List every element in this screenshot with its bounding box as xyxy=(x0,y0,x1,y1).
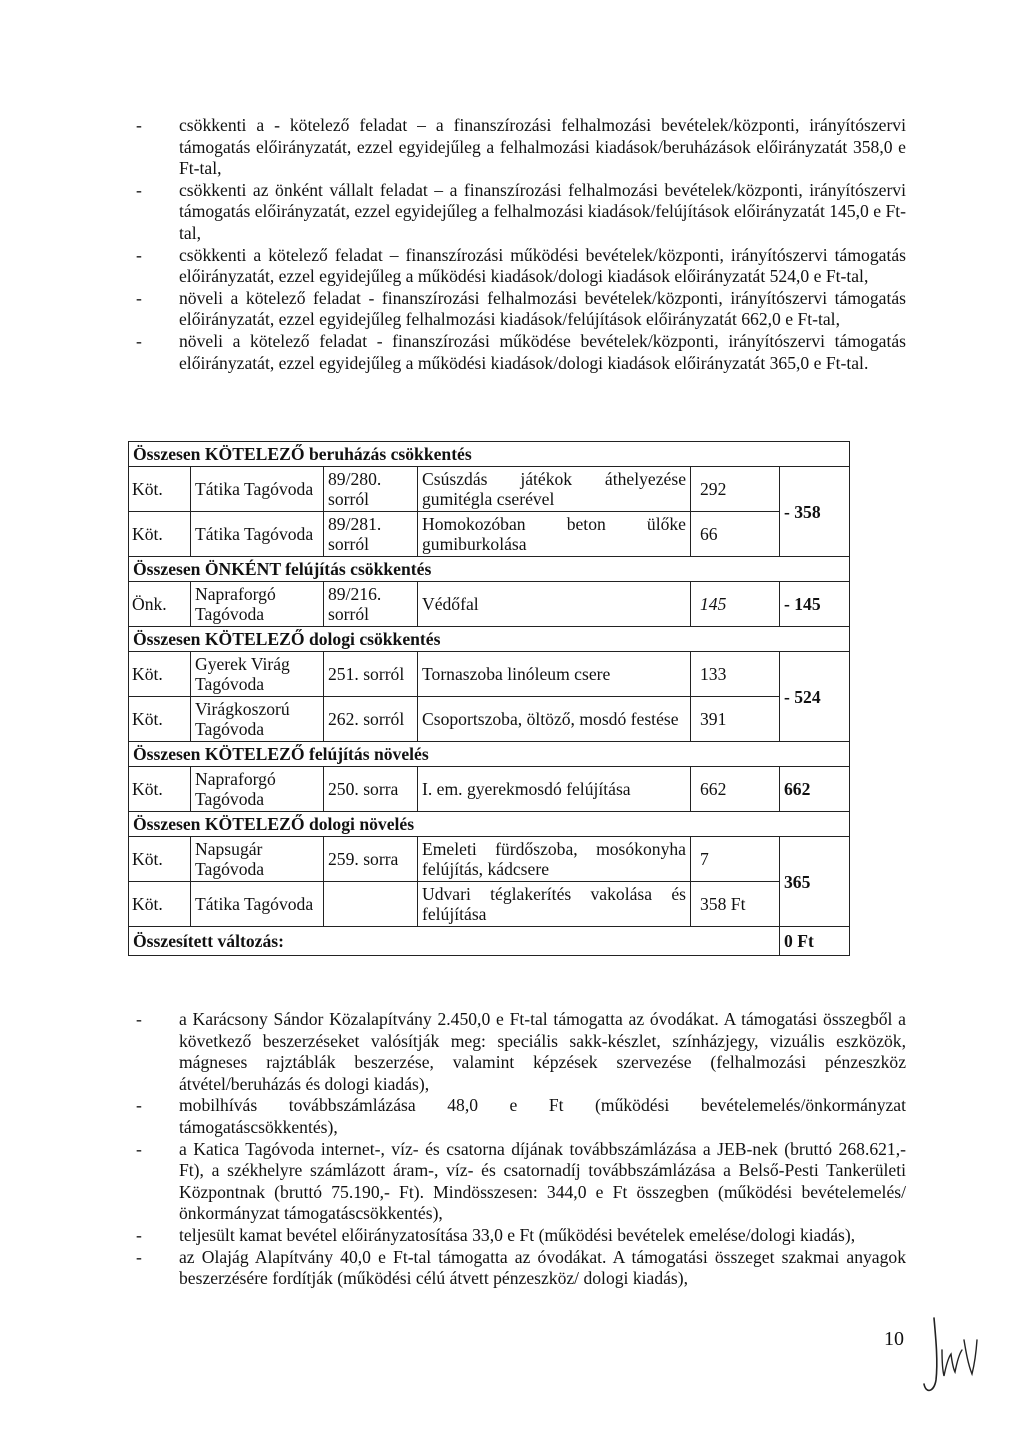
list-item: - az Olajág Alapítvány 40,0 e Ft-tal támogatta az óvodákat. A támogatási összeget szakmai anyagok beszerzésére fordítják (működési célú átvett pénzeszköz/ dologi kiadás), xyxy=(136,1246,906,1289)
unit-cell: Tátika Tagóvoda xyxy=(191,467,324,512)
value-cell: 358 Ft xyxy=(691,882,780,927)
unit-cell: Tátika Tagóvoda xyxy=(191,882,324,927)
bottom-change-list xyxy=(136,1009,906,1290)
table-row xyxy=(129,512,850,557)
table-row xyxy=(129,882,850,927)
ref-cell: 250. sorra xyxy=(324,767,418,812)
list-item: - a Katica Tagóvoda internet-, víz- és csatorna díjának továbbszámlázása a JEB-nek (bruttó 268.621,- Ft), a székhelyre számlázott áram-, víz- és csatornadíj továbbszámlázása a Belső-Pesti Tankerületi Központnak (bruttó 75.190,- Ft). Mindösszesen: 344,0 e Ft összegben (működési bevételemelés/önkormányzat támogatáscsökkentés), xyxy=(136,1138,906,1224)
type-cell: Köt. xyxy=(129,652,191,697)
ref-cell: 259. sorra xyxy=(324,837,418,882)
list-item: - csökkenti a kötelező feladat – finanszírozási működési bevételek/központi, irányítószervi támogatás előirányzatát, ezzel egyidejűleg a működési kiadások/dologi kiadások előirányzatát 524,0 e Ft-tal, xyxy=(136,244,906,287)
type-cell: Köt. xyxy=(129,467,191,512)
list-item: - mobilhívás továbbszámlázása 48,0 e Ft (működési bevételemelés/önkormányzat támogatáscsökkentés), xyxy=(136,1095,906,1137)
handwritten-initials-icon xyxy=(920,1310,980,1400)
section-total: - 524 xyxy=(780,652,850,742)
section-total: - 358 xyxy=(780,467,850,557)
section-header: Összesen KÖTELEZŐ dologi növelés xyxy=(129,812,850,837)
list-item: - teljesült kamat bevétel előirányzatosítása 33,0 e Ft (működési bevételek emelése/dologi kiadás), xyxy=(136,1224,856,1245)
list-item: - csökkenti a - kötelező feladat – a finanszírozási felhalmozási bevételek/központi, irányítószervi támogatás előirányzatát, ezzel egyidejűleg a felhalmozási kiadások/beruházások előirányzatát 358,0 e Ft-tal, xyxy=(136,115,906,179)
table-row xyxy=(129,582,850,627)
description-cell: Homokozóban beton ülőke gumiburkolása xyxy=(418,512,691,557)
section-header: Összesen KÖTELEZŐ felújítás növelés xyxy=(129,742,850,767)
list-item: - csökkenti az önként vállalt feladat – a finanszírozási felhalmozási bevételek/központi, irányítószervi támogatás előirányzatát, ezzel egyidejűleg a felhalmozási kiadások/felújítások előirányzatát 145,0 e Ft-tal, xyxy=(136,179,906,243)
list-item: - növeli a kötelező feladat - finanszírozási működése bevételek/központi, irányítószervi támogatás előirányzatát, ezzel egyidejűleg a működési kiadások/dologi kiadások előirányzatát 365,0 e Ft-tal. xyxy=(136,330,906,373)
list-item: - növeli a kötelező feladat - finanszírozási felhalmozási bevételek/központi, irányítószervi támogatás előirányzatát, ezzel egyidejűleg felhalmozási kiadások/felújítások előirányzatát 662,0 e Ft-tal, xyxy=(136,287,906,330)
grand-total-label: Összesített változás: xyxy=(129,927,780,956)
ref-cell: 89/281. sorról xyxy=(324,512,418,557)
section-total: 662 xyxy=(780,767,850,812)
table-row xyxy=(129,652,850,697)
value-cell: 662 xyxy=(691,767,780,812)
description-cell: Csoportszoba, öltöző, mosdó festése xyxy=(418,697,691,742)
section-total: - 145 xyxy=(780,582,850,627)
type-cell: Köt. xyxy=(129,697,191,742)
budget-change-table xyxy=(128,441,850,956)
type-cell: Köt. xyxy=(129,512,191,557)
ref-cell xyxy=(324,882,418,927)
grand-total-value: 0 Ft xyxy=(780,927,850,956)
section-header: Összesen KÖTELEZŐ beruházás csökkentés xyxy=(129,442,850,467)
value-cell: 7 xyxy=(691,837,780,882)
section-header: Összesen KÖTELEZŐ dologi csökkentés xyxy=(129,627,850,652)
ref-cell: 89/216. sorról xyxy=(324,582,418,627)
type-cell: Köt. xyxy=(129,837,191,882)
ref-cell: 262. sorról xyxy=(324,697,418,742)
section-total: 365 xyxy=(780,837,850,927)
unit-cell: Gyerek Virág Tagóvoda xyxy=(191,652,324,697)
unit-cell: Virágkoszorú Tagóvoda xyxy=(191,697,324,742)
description-cell: Tornaszoba linóleum csere xyxy=(418,652,691,697)
table-row xyxy=(129,697,850,742)
value-cell: 133 xyxy=(691,652,780,697)
value-cell: 66 xyxy=(691,512,780,557)
table-row xyxy=(129,767,850,812)
section-header: Összesen ÖNKÉNT felújítás csökkentés xyxy=(129,557,850,582)
unit-cell: Napraforgó Tagóvoda xyxy=(191,582,324,627)
description-cell: Udvari téglakerítés vakolása és felújítása xyxy=(418,882,691,927)
grand-total-row xyxy=(129,927,850,956)
unit-cell: Napraforgó Tagóvoda xyxy=(191,767,324,812)
description-cell: Csúszdás játékok áthelyezése gumitégla cserével xyxy=(418,467,691,512)
unit-cell: Tátika Tagóvoda xyxy=(191,512,324,557)
type-cell: Köt. xyxy=(129,882,191,927)
description-cell: Emeleti fürdőszoba, mosókonyha felújítás, kádcsere xyxy=(418,837,691,882)
table-row xyxy=(129,467,850,512)
page-number: 10 xyxy=(884,1328,904,1350)
type-cell: Önk. xyxy=(129,582,191,627)
description-cell: I. em. gyerekmosdó felújítása xyxy=(418,767,691,812)
ref-cell: 89/280. sorról xyxy=(324,467,418,512)
value-cell: 292 xyxy=(691,467,780,512)
type-cell: Köt. xyxy=(129,767,191,812)
value-cell: 145 xyxy=(691,582,780,627)
list-item: - a Karácsony Sándor Közalapítvány 2.450,0 e Ft-tal támogatta az óvodákat. A támogatási összegből a következő beszerzéseket valósítják meg: speciális sakk-készlet, színházjegy, vizuális eszközök, mágneses rajztáblák beszerzése, valamint képzések szervezése (felhalmozási pénzeszköz átvétel/beruházás és dologi kiadás), xyxy=(136,1009,906,1094)
table-row xyxy=(129,837,850,882)
description-cell: Védőfal xyxy=(418,582,691,627)
ref-cell: 251. sorról xyxy=(324,652,418,697)
unit-cell: Napsugár Tagóvoda xyxy=(191,837,324,882)
top-change-list xyxy=(136,115,906,374)
value-cell: 391 xyxy=(691,697,780,742)
